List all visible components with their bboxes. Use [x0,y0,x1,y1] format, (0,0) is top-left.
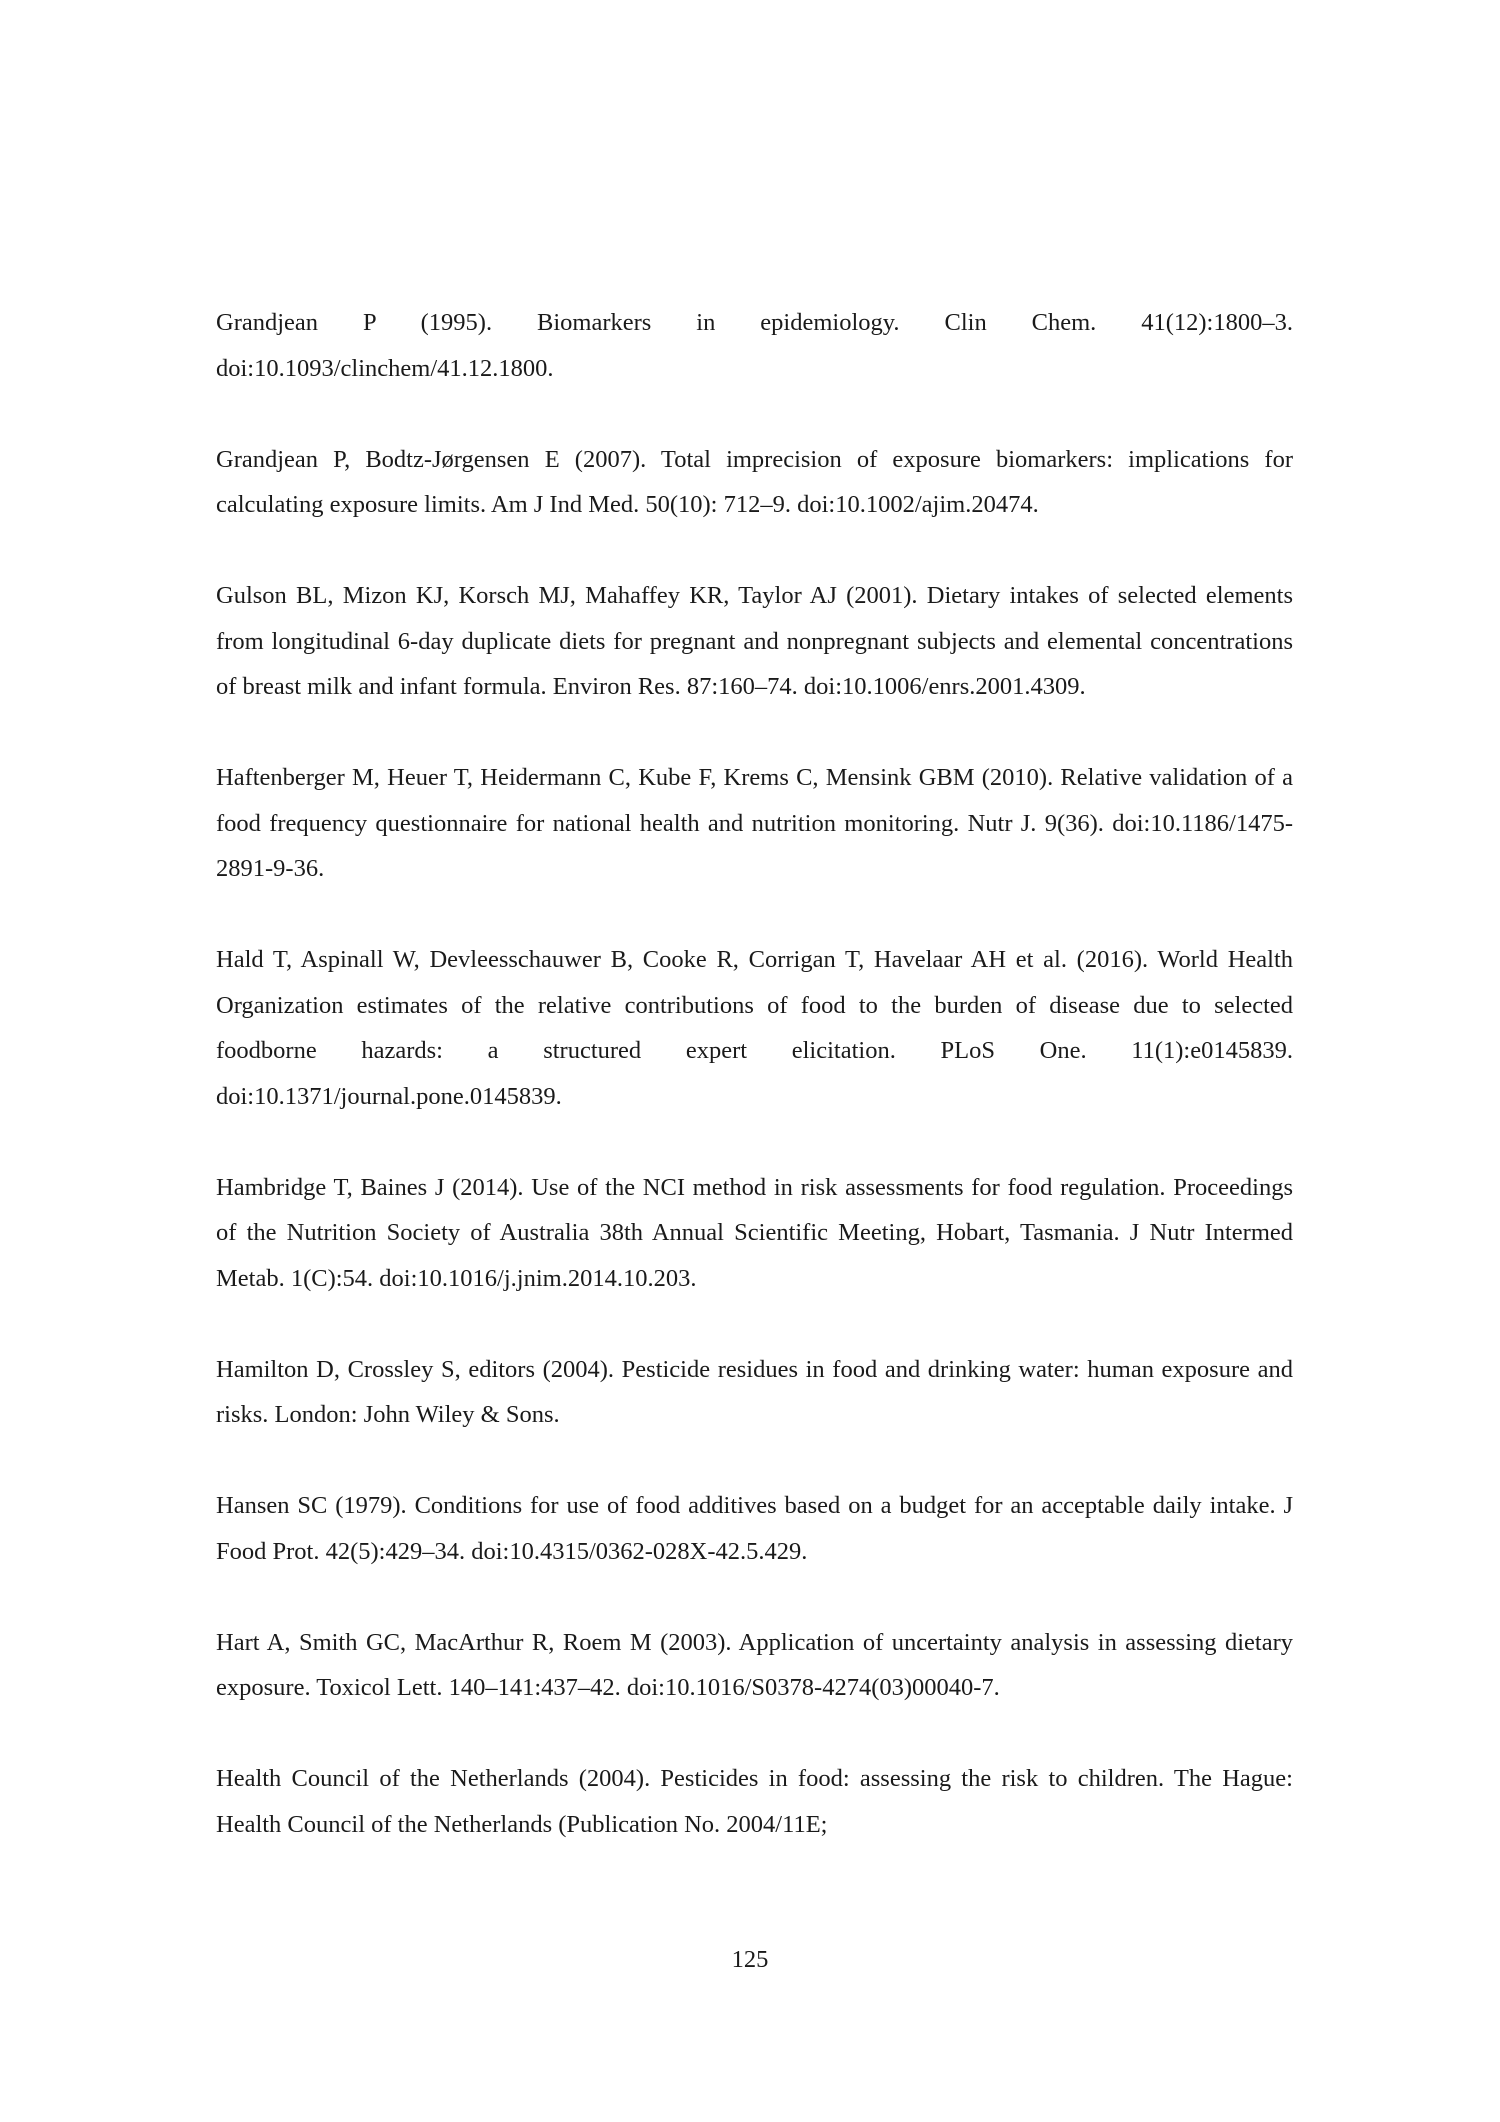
page-number: 125 [731,1946,769,1973]
reference-entry: Hart A, Smith GC, MacArthur R, Roem M (2003). Application of uncertainty analysis in assessing dietary exposure. Toxicol Lett. 140–141:437–42. doi:10.1016/S0378-4274(03)00040-7. [216,1628,1293,1701]
reference-entry: Hambridge T, Baines J (2014). Use of the NCI method in risk assessments for food regulation. Proceedings of the Nutrition Society of Australia 38th Annual Scientific Meeting, Hobart, Tasmania. J Nutr Intermed Metab. 1(C):54. doi:10.1016/j.jnim.2014.10.203. [216,1173,1293,1292]
reference-entry: Hald T, Aspinall W, Devleesschauwer B, Cooke R, Corrigan T, Havelaar AH et al. (2016). World Health Organization estimates of the relative contributions of food to the burden of disease due to selected foodborne hazards: a structured expert elicitation. PLoS One. 11(1):e0145839. doi:10.1371/journal.pone.0145839. [216,946,1293,1110]
reference-entry: Hamilton D, Crossley S, editors (2004). Pesticide residues in food and drinking water: human exposure and risks. London: John Wiley & Sons. [216,1355,1293,1428]
reference-entry: Hansen SC (1979). Conditions for use of food additives based on a budget for an acceptable daily intake. J Food Prot. 42(5):429–34. doi:10.4315/0362-028X-42.5.429. [216,1492,1293,1565]
reference-entry: Grandjean P (1995). Biomarkers in epidemiology. Clin Chem. 41(12):1800–3. doi:10.1093/clinchem/41.12.1800. [216,309,1293,382]
reference-list [216,300,1293,1893]
reference-entry: Health Council of the Netherlands (2004). Pesticides in food: assessing the risk to children. The Hague: Health Council of the Netherlands (Publication No. 2004/11E; [216,1765,1293,1838]
reference-entry: Haftenberger M, Heuer T, Heidermann C, Kube F, Krems C, Mensink GBM (2010). Relative validation of a food frequency questionnaire for national health and nutrition monitoring. Nutr J. 9(36). doi:10.1186/1475-2891-9-36. [216,764,1293,882]
reference-entry: Grandjean P, Bodtz-Jørgensen E (2007). Total imprecision of exposure biomarkers: implications for calculating exposure limits. Am J Ind Med. 50(10): 712–9. doi:10.1002/ajim.20474. [216,445,1293,518]
reference-entry: Gulson BL, Mizon KJ, Korsch MJ, Mahaffey KR, Taylor AJ (2001). Dietary intakes of selected elements from longitudinal 6-day duplicate diets for pregnant and nonpregnant subjects and elemental concentrations of breast milk and infant formula. Environ Res. 87:160–74. doi:10.1006/enrs.2001.4309. [216,582,1293,700]
